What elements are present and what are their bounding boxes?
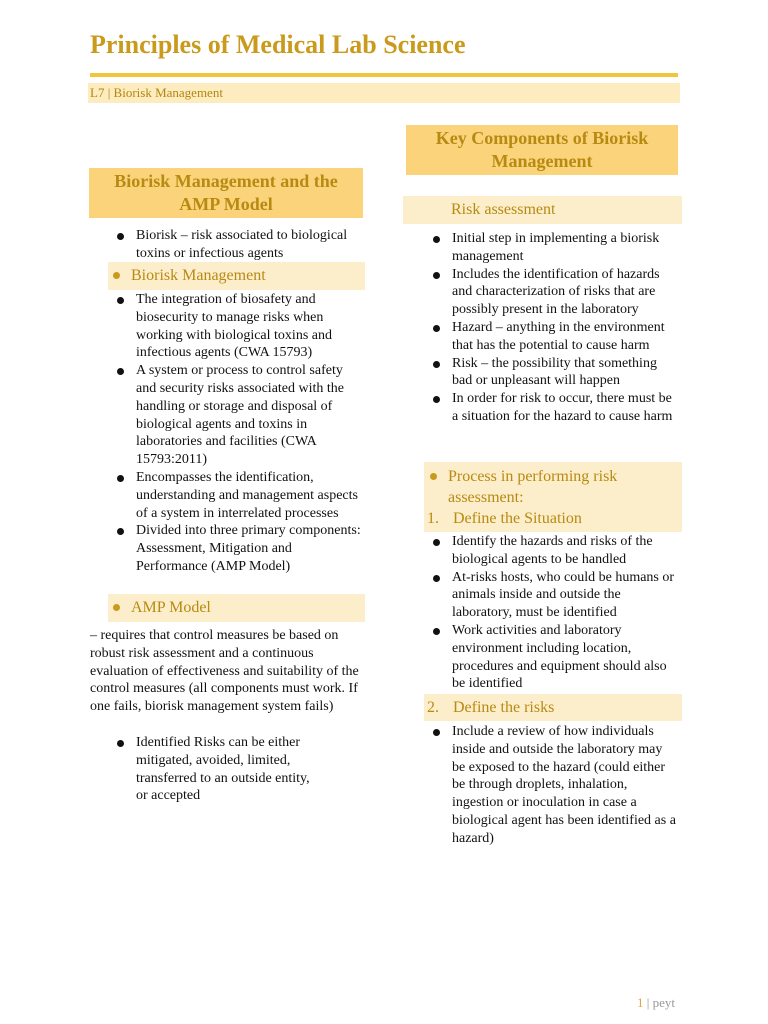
process-heading: Process in performing risk assessment: (448, 468, 618, 506)
list-item: Risk – the possibility that something bad or unpleasant will happen (430, 355, 678, 391)
list-item: Hazard – anything in the environment that has the potential to cause harm (430, 319, 678, 355)
list-item: Divided into three primary components: Assessment, Mitigation and Performance (AMP Model) (114, 522, 364, 575)
sub-heading-biorisk-management: Biorisk Management (108, 262, 365, 290)
list-item: Biorisk – risk associated to biological toxins or infectious agents (114, 227, 364, 263)
list-item: Initial step in implementing a biorisk management (430, 230, 678, 266)
bullet-icon (113, 604, 120, 611)
right-section-heading: Key Components of Biorisk Management (406, 125, 678, 175)
lecture-label: L7 | Biorisk Management (88, 83, 680, 103)
list-item: Identify the hazards and risks of the biological agents to be handled (430, 533, 678, 569)
list-item: In order for risk to occur, there must be a situation for the hazard to cause harm (430, 390, 678, 426)
list-item: At-risks hosts, who could be humans or animals inside and outside the laboratory, must be identified (430, 569, 678, 622)
process-heading-block: Process in performing risk assessment: 1. Define the Situation (424, 462, 682, 532)
list-item: Includes the identification of hazards and characterization of risks that are possibly present in the laboratory (430, 266, 678, 319)
list-item: Work activities and laboratory environment including location, procedures and equipment should also be identified (430, 622, 678, 693)
footer-author: peyt (652, 995, 675, 1010)
list-item: Include a review of how individuals inside and outside the laboratory may be exposed to the hazard (could either be through droplets, inhalation, ingestion or inoculation in case a biological agent has been identified as a hazard) (430, 723, 678, 848)
page-number: 1 (637, 995, 644, 1010)
amp-paragraph: – requires that control measures be based on robust risk assessment and a continuous evaluation of effectiveness and suitability of the control measures (all components must work. If one fails, biorisk management system fails) (90, 628, 359, 715)
bullet-icon (430, 473, 437, 480)
risk-assessment-list (430, 230, 678, 426)
page-footer: 1 | peyt (637, 995, 675, 1010)
list-item: Identified Risks can be either mitigated, avoided, limited, transferred to an outside entity, or accepted (114, 734, 324, 805)
left-section-heading: Biorisk Management and the AMP Model (89, 168, 363, 218)
sub-heading-amp-model: AMP Model (108, 594, 365, 622)
bullet-icon (113, 272, 120, 279)
list-item: A system or process to control safety and security risks associated with the handling or storage and disposal of biological agents and toxins in laboratories and facilities (CWA 15793:2011) (114, 362, 364, 469)
biorisk-management-list (114, 291, 364, 576)
document-title: Principles of Medical Lab Science (90, 30, 466, 59)
amp-list (114, 734, 324, 805)
step-2-list (430, 723, 678, 848)
step-1-list (430, 533, 678, 693)
intro-list (114, 227, 364, 263)
step-2-heading: 2. Define the risks (424, 694, 682, 721)
sub-heading-risk-assessment: Risk assessment (403, 196, 682, 224)
step-1-title: Define the Situation (453, 510, 582, 527)
title-rule (90, 73, 678, 77)
list-item: Encompasses the identification, understanding and management aspects of a system in interrelated processes (114, 469, 364, 522)
list-item: The integration of biosafety and biosecurity to manage risks when working with biological toxins and infectious agents (CWA 15793) (114, 291, 364, 362)
